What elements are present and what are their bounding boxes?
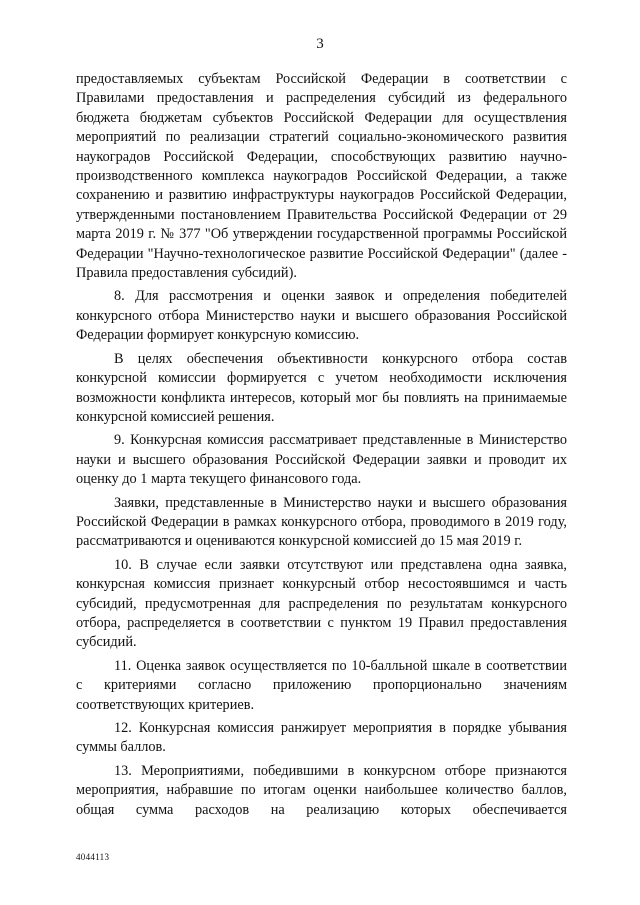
paragraph-continuation: предоставляемых субъектам Российской Федерации в соответствии с Правилами предоставления и распределения субсидий из федерального бюджета бюджетам субъектов Российской Федерации для осуществления мероприятий по реализации стратегий социально-экономического развития наукоградов Российской Федерации, способствующих развитию научно-производственного комплекса наукоградов Российской Федерации, а также сохранению и развитию инфраструктуры наукоградов Российской Федерации, утвержденными постановлением Правительства Российской Федерации от 29 марта 2019 г. № 377 "Об утверждении государственной программы Российской Федерации "Научно-технологическое развитие Российской Федерации" (далее - Правила предоставления субсидий). [76, 71, 567, 282]
paragraph-item-12: 12. Конкурсная комиссия ранжирует мероприятия в порядке убывания суммы баллов. [76, 720, 567, 756]
paragraph-item-8: 8. Для рассмотрения и оценки заявок и определения победителей конкурсного отбора Министерство науки и высшего образования Российской Федерации формирует конкурсную комиссию. [76, 288, 567, 344]
paragraph-item-10: 10. В случае если заявки отсутствуют или представлена одна заявка, конкурсная комиссия признает конкурсный отбор несостоявшимся и часть субсидий, предусмотренная для распределения по результатам конкурсного отбора, распределяется в соответствии с пунктом 19 Правил предоставления субсидий. [76, 556, 567, 651]
paragraph-item-11: 11. Оценка заявок осуществляется по 10-балльной шкале в соответствии с критериями согласно приложению пропорционально значениям соответствующих критериев. [76, 657, 567, 713]
paragraph-item-9: 9. Конкурсная комиссия рассматривает представленные в Министерство науки и высшего образования Российской Федерации заявки и проводит их оценку до 1 марта текущего финансового года. [76, 432, 567, 488]
page-number: 3 [316, 36, 324, 52]
paragraph-item-13: 13. Мероприятиями, победившими в конкурсном отборе признаются мероприятия, набравшие по итогам оценки наибольшее количество баллов, общая сумма расходов на реализацию которых обеспечивается [76, 762, 567, 818]
document-code: 4044113 [76, 852, 110, 862]
paragraph-applications-2019: Заявки, представленные в Министерство науки и высшего образования Российской Федерации в рамках конкурсного отбора, проводимого в 2019 году, рассматриваются и оцениваются конкурсной комиссией до 15 мая 2019 г. [76, 494, 567, 550]
paragraph-commission-composition: В целях обеспечения объективности конкурсного отбора состав конкурсной комиссии формируется с учетом необходимости исключения возможности конфликта интересов, который мог бы повлиять на принимаемые конкурсной комиссией решения. [76, 350, 567, 425]
document-body [76, 70, 567, 824]
